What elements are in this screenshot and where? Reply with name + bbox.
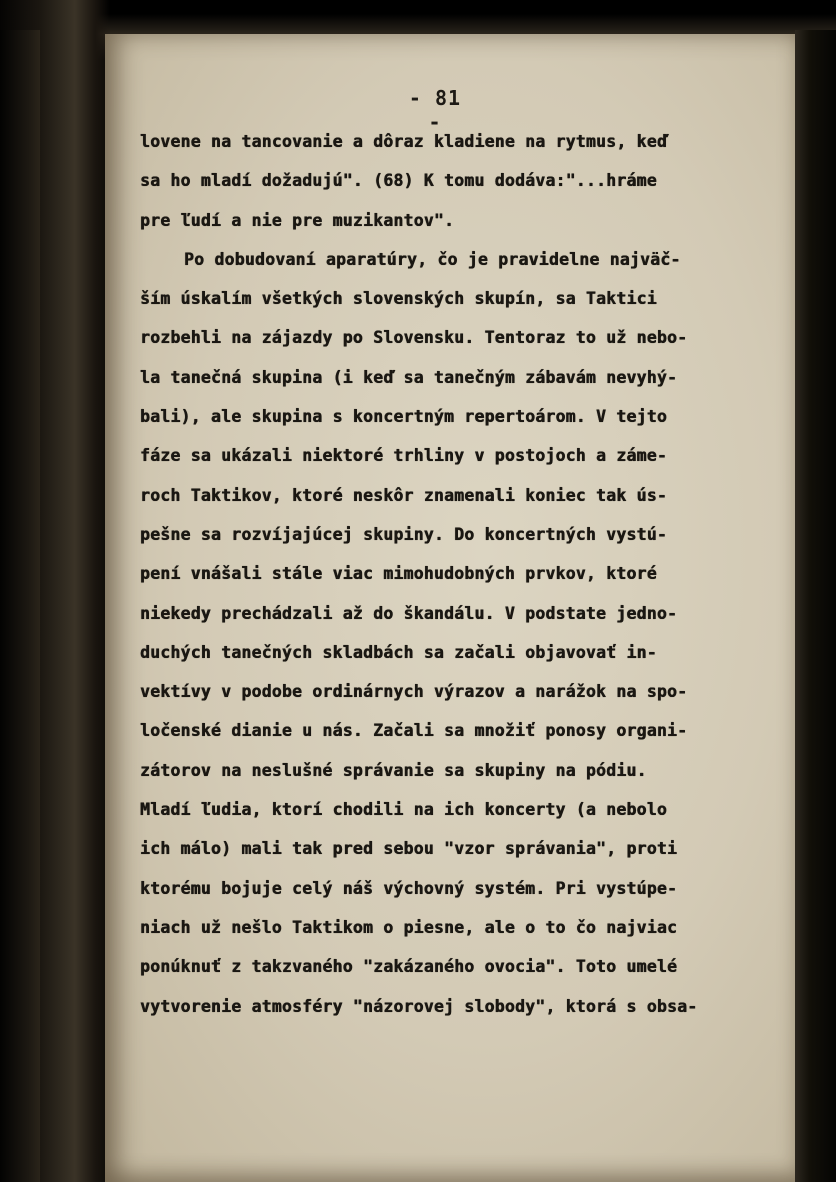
- text-line: sa ho mladí dožadujú". (68) K tomu dodáva:"...hráme: [140, 171, 657, 191]
- page-number: - 81 -: [408, 86, 462, 134]
- text-line: ponúknuť z takzvaného "zakázaného ovocia". Toto umelé: [140, 957, 678, 977]
- text-line: pre ľudí a nie pre muzikantov".: [140, 210, 455, 230]
- text-line: vytvorenie atmosféry "názorovej slobody", ktorá s obsa-: [140, 996, 698, 1016]
- text-line: fáze sa ukázali niektoré trhliny v postojoch a záme-: [140, 446, 667, 466]
- text-line: lovene na tancovanie a dôraz kladiene na rytmus, keď: [140, 132, 667, 151]
- text-line: Mladí ľudia, ktorí chodili na ich koncerty (a nebolo: [140, 800, 667, 820]
- book-cover-right-edge: [795, 30, 836, 1182]
- body-text: [140, 122, 760, 1026]
- text-line: bali), ale skupina s koncertným repertoárom. V tejto: [140, 407, 667, 427]
- text-line: niach už nešlo Taktikom o piesne, ale o to čo najviac: [140, 917, 678, 937]
- text-line: ločenské dianie u nás. Začali sa množiť ponosy organi-: [140, 721, 688, 741]
- text-line: rozbehli na zájazdy po Slovensku. Tentoraz to už nebo-: [140, 328, 688, 348]
- text-line: ich málo) mali tak pred sebou "vzor správania", proti: [140, 839, 678, 859]
- text-line: ším úskalím všetkých slovenských skupín, sa Taktici: [140, 289, 657, 309]
- text-line: zátorov na neslušné správanie sa skupiny na pódiu.: [140, 760, 647, 780]
- text-line: pení vnášali stále viac mimohudobných prvkov, ktoré: [140, 564, 657, 584]
- text-line: pešne sa rozvíjajúcej skupiny. Do koncertných vystú-: [140, 524, 667, 544]
- text-line: niekedy prechádzali až do škandálu. V podstate jedno-: [140, 603, 678, 623]
- text-line: ktorému bojuje celý náš výchovný systém. Pri vystúpe-: [140, 878, 678, 898]
- text-line: vektívy v podobe ordinárnych výrazov a narážok na spo-: [140, 682, 688, 702]
- book-binding-left: [0, 30, 40, 1182]
- text-line: duchých tanečných skladbách sa začali objavovať in-: [140, 642, 657, 662]
- text-line: la tanečná skupina (i keď sa tanečným zábavám nevyhý-: [140, 367, 678, 387]
- text-line: Po dobudovaní aparatúry, čo je pravidelne najväč-: [184, 249, 681, 269]
- text-line: roch Taktikov, ktoré neskôr znamenali koniec tak ús-: [140, 485, 667, 505]
